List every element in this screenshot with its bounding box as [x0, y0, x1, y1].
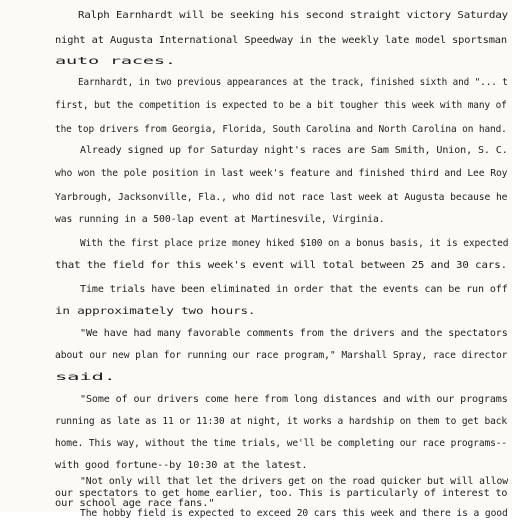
text-line: The hobby field is expected to exceed 20 cars this week and there is a good: [80, 508, 508, 519]
text-line: auto races.: [55, 56, 176, 67]
text-line: night at Augusta International Speedway in the weekly late model sportsman: [55, 35, 508, 46]
text-line: said.: [55, 372, 116, 383]
text-line: With the first place prize money hiked $100 on a bonus basis, it is expected: [80, 238, 509, 249]
text-line: Ralph Earnhardt will be seeking his second straight victory Saturday: [78, 10, 508, 21]
text-line: the top drivers from Georgia, Florida, South Carolina and North Carolina on hand.: [55, 124, 507, 135]
text-line: about our new plan for running our race program," Marshall Spray, race director: [55, 350, 508, 361]
text-line: who won the pole position in last week's feature and finished third and Lee Roy: [55, 168, 508, 179]
text-line: Time trials have been eliminated in order that the events can be run off: [80, 284, 508, 295]
text-line: with good fortune--by 10:30 at the latest.: [55, 460, 308, 471]
text-line: Earnhardt, in two previous appearances at the track, finished sixth and "... t: [78, 77, 508, 88]
text-line: was running in a 500-lap event at Martinesvile, Virginia.: [55, 214, 385, 225]
text-line: "Not only will that let the drivers get on the road quicker but will allow: [80, 476, 509, 487]
text-line: home. This way, without the time trials, we'll be completing our race programs--: [55, 438, 508, 449]
text-line: "We have had many favorable comments from the drivers and the spectators: [80, 328, 508, 339]
text-line: our school age race fans.": [55, 498, 215, 509]
text-line: in approximately two hours.: [55, 306, 256, 317]
text-line: Already signed up for Saturday night's races are Sam Smith, Union, S. C.: [80, 145, 508, 156]
text-line: "Some of our drivers come here from long distances and with our programs: [80, 394, 508, 405]
text-line: that the field for this week's event will total between 25 and 30 cars.: [55, 260, 507, 271]
text-line: our spectators to get home earlier, too. This is particularly of interest to: [55, 488, 508, 499]
text-line: first, but the competition is expected to be a bit tougher this week with many of: [55, 100, 507, 111]
text-line: Yarbrough, Jacksonville, Fla., who did not race last week at Augusta because he: [55, 192, 508, 203]
text-line: running as late as 11 or 11:30 at night, it works a hardship on them to get back: [55, 416, 508, 427]
